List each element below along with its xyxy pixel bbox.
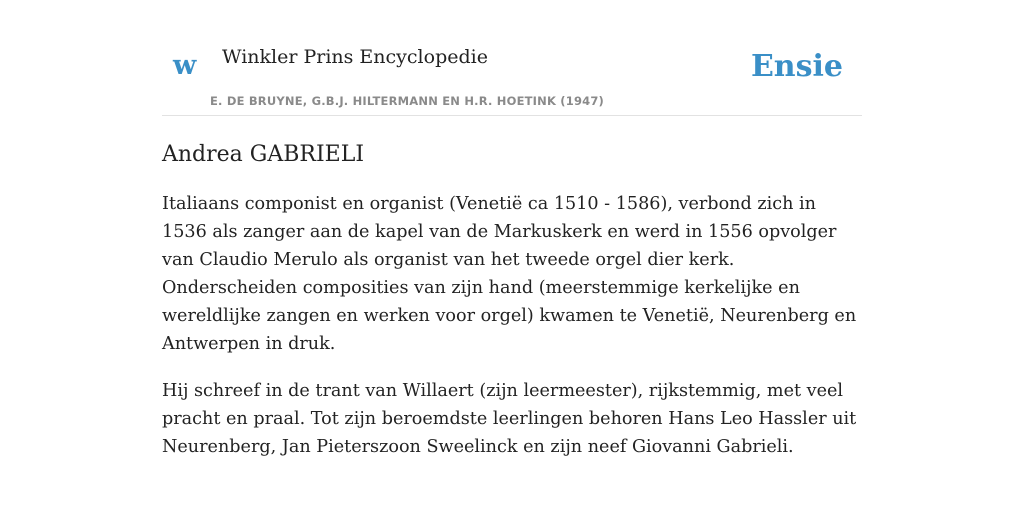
page-container bbox=[162, 0, 862, 461]
site-title[interactable]: Winkler Prins Encyclopedie bbox=[222, 46, 488, 68]
header bbox=[162, 0, 862, 116]
article-paragraph-2: Hij schreef in de trant van Willaert (zijn leermeester), rijkstemmig, met veel pracht en praal. Tot zijn beroemdste leerlingen behoren Hans Leo Hassler uit Neurenberg, Jan Pieterszoon Sweelinck en zijn neef Giovanni Gabrieli. bbox=[162, 381, 857, 458]
article-title: Andrea GABRIELI bbox=[162, 142, 365, 167]
article-paragraph-1: Italiaans componist en organist (Venetië ca 1510 - 1586), verbond zich in 1536 als zanger aan de kapel van de Markuskerk en werd in 1556 opvolger van Claudio Merulo als organist van het tweede orgel dier kerk. Onderscheiden composities van zijn hand (meerstemmige kerkelijke en wereldlijke zangen en werken voor orgel) kwamen te Venetië, Neurenberg en Antwerpen in druk. bbox=[162, 194, 857, 355]
authors-line: E. DE BRUYNE, G.B.J. HILTERMANN EN H.R. HOETINK (1947) bbox=[210, 94, 605, 108]
winkler-prins-logo-icon[interactable]: w bbox=[173, 50, 197, 81]
ensie-logo[interactable]: Ensie bbox=[750, 49, 843, 84]
